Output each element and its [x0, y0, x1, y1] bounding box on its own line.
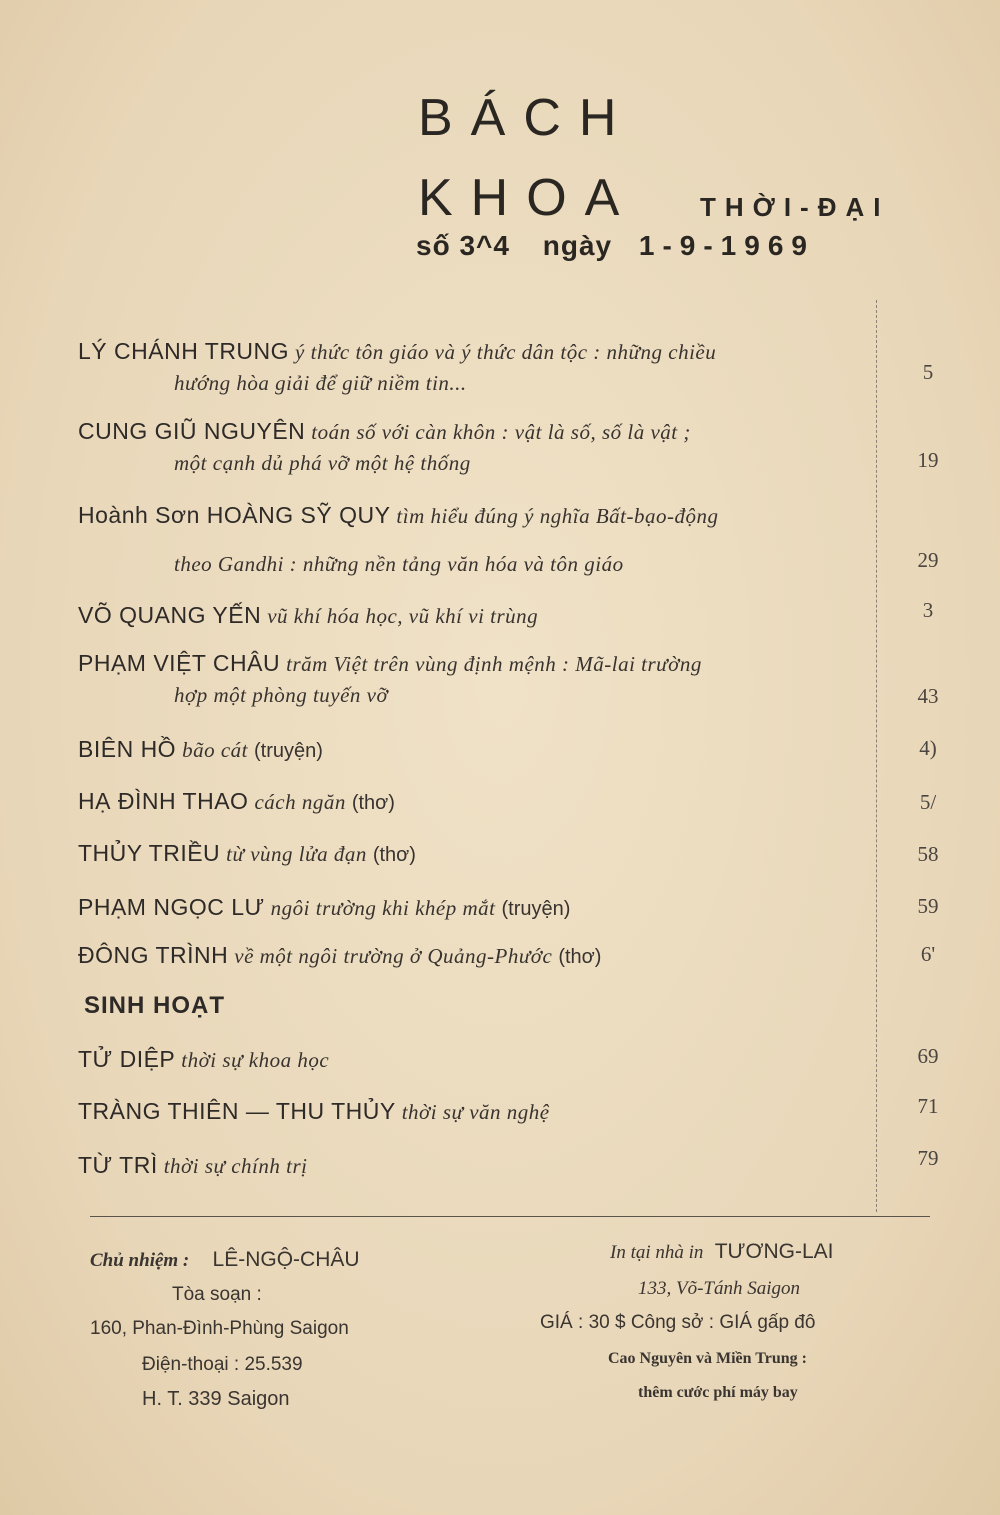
- toc-genre: (truyện): [501, 898, 571, 920]
- toc-page: 79: [917, 1146, 939, 1170]
- toc-author: LÝ CHÁNH TRUNG: [78, 338, 290, 364]
- price-line: GIÁ : 30 $ Công sở : GIÁ gấp đô: [540, 1312, 816, 1333]
- toc-page: 29: [917, 548, 939, 572]
- issue-day-label: ngày: [542, 230, 613, 261]
- toc-author: PHẠM VIỆT CHÂU: [78, 650, 281, 676]
- po-box: H. T. 339 Saigon: [142, 1388, 290, 1410]
- toc-title-continued: theo Gandhi : những nền tảng văn hóa và tôn giáo: [174, 552, 624, 576]
- toc-author: Hoành Sơn HOÀNG SỸ QUY: [78, 502, 391, 528]
- toc-page: 69: [917, 1044, 939, 1068]
- toc-title: vũ khí hóa học, vũ khí vi trùng: [267, 604, 539, 628]
- toc-page: 5: [922, 360, 934, 384]
- toc-page: 6': [920, 942, 936, 966]
- toc-author: TỪ TRÌ: [78, 1152, 158, 1178]
- toc-title: thời sự khoa học: [181, 1048, 330, 1072]
- toc-title: trăm Việt trên vùng định mệnh : Mã-lai trường: [286, 652, 702, 676]
- toc-entry-continued: [78, 552, 878, 577]
- printer-name: TƯƠNG-LAI: [714, 1240, 834, 1263]
- toc-title: bão cát: [182, 738, 248, 762]
- toc-title-continued: một cạnh dủ phá vỡ một hệ thống: [174, 451, 471, 475]
- toc-title: thời sự văn nghệ: [401, 1100, 550, 1124]
- toc-genre: (thơ): [558, 946, 602, 968]
- masthead-title-line1: BÁCH: [418, 89, 635, 147]
- director-name: LÊ-NGỘ-CHÂU: [212, 1248, 360, 1271]
- toc-page: 5/: [919, 790, 937, 814]
- toc-title-continued: hướng hòa giải để giữ niềm tin...: [174, 371, 467, 395]
- printer-address: 133, Võ-Tánh Saigon: [638, 1278, 801, 1299]
- printer-label: In tại nhà in: [610, 1242, 704, 1263]
- toc-page: 3: [922, 598, 934, 622]
- toc-author: CUNG GIŨ NGUYÊN: [78, 418, 306, 444]
- footer-rule: [90, 1216, 930, 1217]
- toc-author: VÕ QUANG YẾN: [78, 602, 262, 628]
- section-heading: SINH HOẠT: [84, 992, 225, 1019]
- airmail-note: thêm cước phí máy bay: [638, 1384, 798, 1401]
- toc-title: toán số với càn khôn : vật là số, số là vật ;: [311, 420, 691, 444]
- toc-entry: [78, 1046, 878, 1073]
- toc-page: 59: [917, 894, 939, 918]
- toc-author: THỦY TRIỀU: [78, 840, 221, 866]
- issue-date: 1-9-1969: [638, 230, 815, 261]
- issue-number: số 3^4: [416, 230, 510, 261]
- toc-page: 43: [917, 684, 939, 708]
- toc-genre: (thơ): [372, 844, 416, 866]
- office-address: 160, Phan-Đình-Phùng Saigon: [90, 1318, 349, 1339]
- toc-entry: [78, 736, 878, 763]
- toc-page: 4): [919, 736, 937, 760]
- masthead-title-line2: KHOA: [418, 169, 638, 227]
- masthead-subtitle: THỜI-ĐẠI: [700, 192, 890, 222]
- toc-genre: (thơ): [351, 792, 395, 814]
- issue-line: [416, 230, 815, 262]
- region-note: Cao Nguyên và Miền Trung :: [608, 1350, 807, 1367]
- toc-entry: [78, 418, 878, 476]
- toc-page: 19: [917, 448, 939, 472]
- toc-entry: [78, 1152, 878, 1179]
- toc-page: 71: [917, 1094, 939, 1118]
- toc-title-continued: hợp một phòng tuyến vỡ: [174, 683, 389, 707]
- toc-entry: [78, 502, 878, 529]
- toc-author: TRÀNG THIÊN — THU THỦY: [78, 1098, 396, 1124]
- toc-title: tìm hiểu đúng ý nghĩa Bất-bạo-động: [396, 504, 719, 528]
- masthead: [0, 0, 1000, 270]
- toc-genre: (truyện): [253, 740, 323, 762]
- toc-entry: [78, 840, 878, 867]
- toc-title: về một ngôi trường ở Quảng-Phước: [234, 944, 553, 968]
- toc-author: TỬ DIỆP: [78, 1046, 176, 1072]
- toc-author: BIÊN HỒ: [78, 736, 177, 762]
- toc-entry: [78, 788, 878, 815]
- toc-entry: [78, 942, 878, 969]
- toc-author: PHẠM NGỌC LƯ: [78, 894, 265, 920]
- toc-title: cách ngăn: [254, 790, 346, 814]
- office-label: Tòa soạn :: [172, 1284, 262, 1305]
- toc-entry: [78, 650, 878, 708]
- toc-author: HẠ ĐÌNH THAO: [78, 788, 249, 814]
- toc-entry: [78, 338, 878, 396]
- toc-page: 58: [917, 842, 939, 866]
- toc-title: thời sự chính trị: [163, 1154, 308, 1178]
- office-phone: Điện-thoại : 25.539: [142, 1354, 303, 1375]
- toc-entry: [78, 894, 878, 921]
- director-label: Chủ nhiệm :: [90, 1250, 190, 1271]
- toc-title: ý thức tôn giáo và ý thức dân tộc : những chiều: [295, 340, 717, 364]
- toc-author: ĐÔNG TRÌNH: [78, 942, 229, 968]
- toc-title: từ vùng lửa đạn: [226, 842, 367, 866]
- toc-entry: [78, 1098, 878, 1125]
- toc-title: ngôi trường khi khép mắt: [270, 896, 496, 920]
- toc-entry: [78, 602, 878, 629]
